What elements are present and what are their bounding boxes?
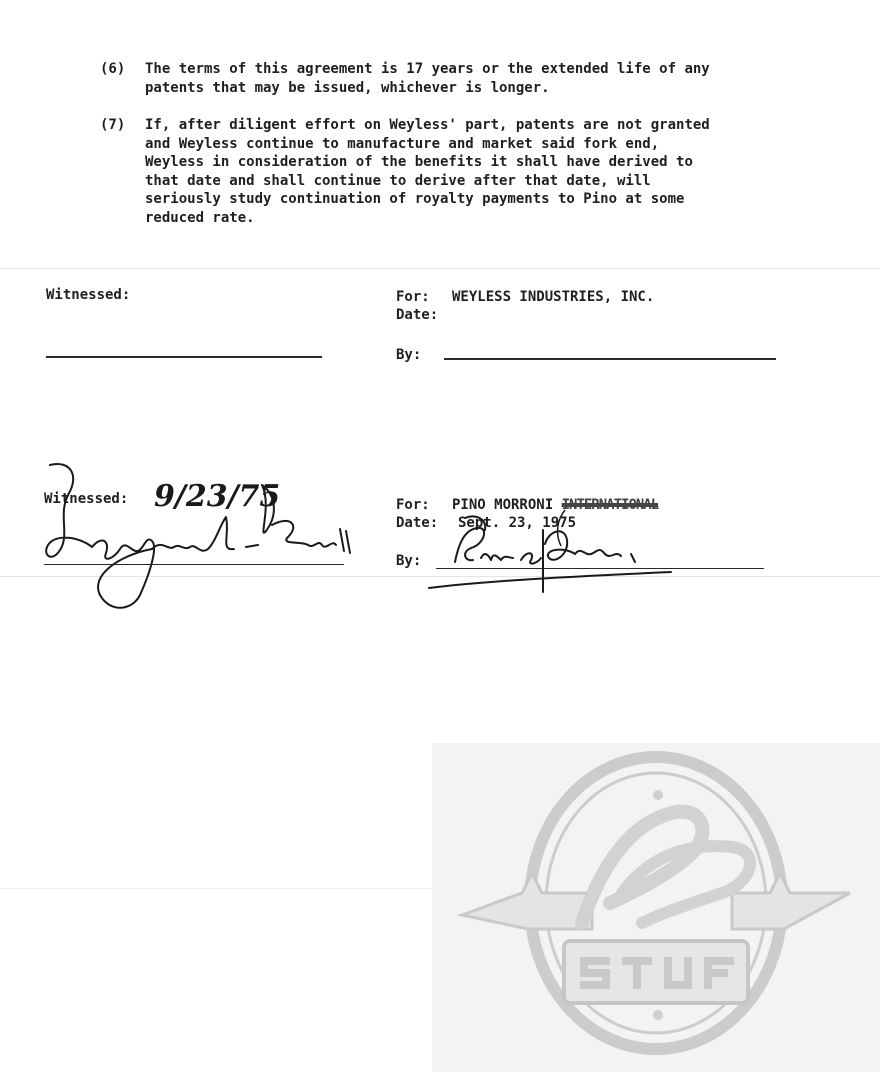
velo-stuf-watermark (432, 743, 880, 1072)
date-label: Date: (396, 515, 439, 531)
date-value: Sept. 23, 1975 (458, 515, 577, 531)
witnessed-label: Witnessed: (46, 287, 131, 303)
witness-signature-line (46, 356, 322, 358)
velo-stuf-logo (432, 743, 880, 1072)
clause-text: If, after diligent effort on Weyless' part, patents are not granted and Weyless continue to manufacture and market said fork end, Weyless in consideration of the benefits it shall have derived to that date and shall continue to derive after that date, will seriously study continuation of royalty payments to Pino at some reduced rate. (145, 117, 710, 226)
for-value: WEYLESS INDUSTRIES, INC. (452, 289, 655, 305)
struck-text: INTERNATIONAL (561, 497, 659, 513)
paper-fold-line (0, 268, 880, 269)
clause-text: The terms of this agreement is 17 years or the extended life of any patents that may be issued, whichever is longer. (145, 61, 710, 96)
by-label: By: (396, 553, 422, 569)
clause-number: (7) (100, 117, 126, 133)
witness-signature (40, 455, 360, 615)
witnessed-label: Witnessed: (44, 491, 129, 507)
handwritten-date-text: 9/23/75 (154, 479, 281, 514)
date-label: Date: (396, 307, 439, 323)
clause-number: (6) (100, 61, 126, 77)
rivet-icon (653, 1010, 663, 1020)
for-name: PINO MORRONI (452, 497, 554, 513)
pino-signature (425, 500, 675, 600)
by-signature-line (444, 358, 776, 360)
for-label: For: (396, 289, 430, 305)
rivet-icon (653, 790, 663, 800)
by-label: By: (396, 347, 422, 363)
for-label: For: (396, 497, 430, 513)
